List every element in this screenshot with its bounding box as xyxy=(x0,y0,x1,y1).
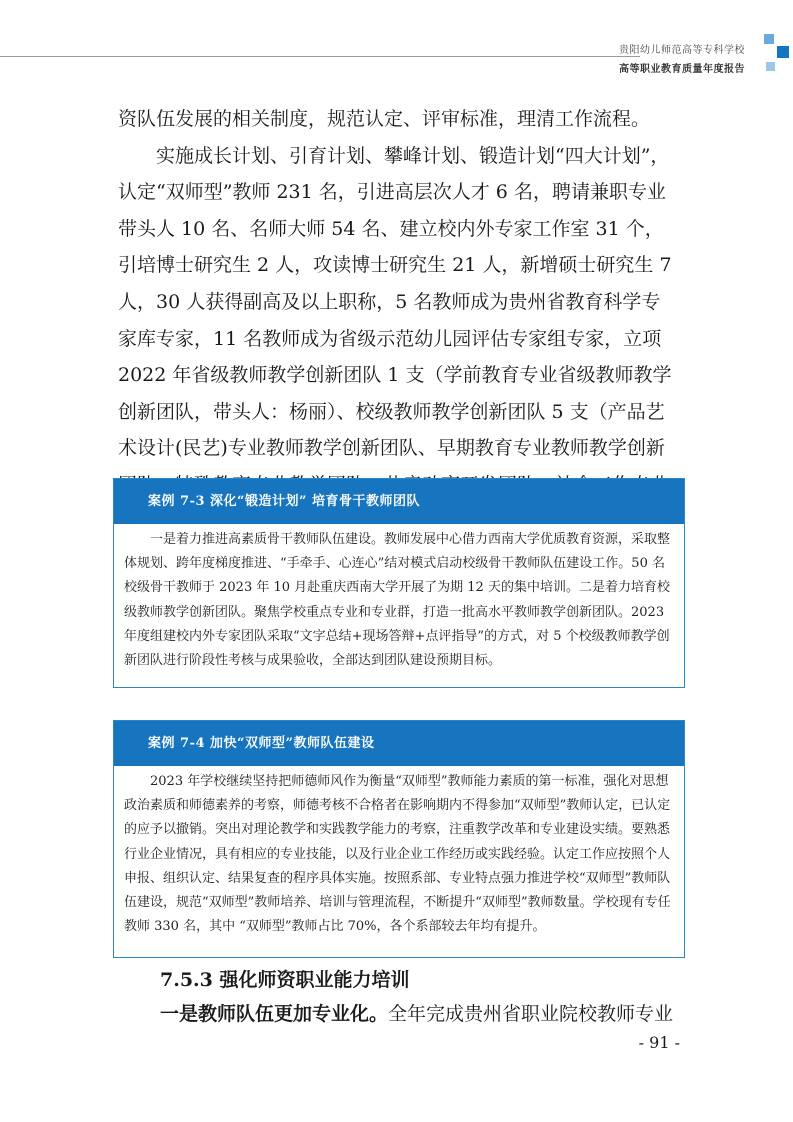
lead-bold: 一是教师队伍更加专业化。 xyxy=(160,1003,389,1025)
header-report-title: 高等职业教育质量年度报告 xyxy=(619,64,745,75)
case-7-3-title: 案例 7-3 深化“锻造计划” 培育骨干教师团队 xyxy=(114,479,684,524)
body-text xyxy=(118,101,678,540)
page-number: - 91 - xyxy=(638,1033,680,1052)
case-7-4-text: 2023 年学校继续坚持把师德师风作为衡量“双师型”教师能力素质的第一标准，强化对思想政治素质和师德素养的考察，师德考核不合格者在影响期内不得参加“双师型”教师认定，已认定的应予以撤销。突出对理论教学和实践教学能力的考察，注重教学改革和专业建设实绩。要熟悉行业企业情况，具有相应的专业技能，以及行业企业工作经历或实践经验。认定工作应按照个人申报、组织认定、结果复查的程序具体实施。按照系部、专业特点强力推进学校“双师型”教师队伍建设，规范“双师型”教师培养、培训与管理流程，不断提升“双师型”教师数量。学校现有专任教师 330 名，其中 “双师型”教师占比 70%，各个系部较去年均有提升。 xyxy=(124,774,671,935)
case-box-7-3 xyxy=(113,478,685,688)
paragraph-2: 实施成长计划、引育计划、攀峰计划、锻造计划“四大计划”，认定“双师型”教师 231 名，引进高层次人才 6 名，聘请兼职专业带头人 10 名、名师大师 54 名、建立校内外专家工作室 31 个，引培博士研究生 2 人，攻读博士研究生 21 人，新增硕士研究生 7 人，30 人获得副高及以上职称，5 名教师成为贵州省教育科学专家库专家，11 名教师成为省级示范幼儿园评估专家组专家，立项 2022 年省级教师教学创新团队 1 支（学前教育专业省级教师教学创新团队，带头人：杨丽）、校级教师教学创新团队 5 支（产品艺术设计(民艺)专业教师教学创新团队、早期教育专业教师教学创新 xyxy=(118,144,672,460)
lead-rest: 全年完成贵州省职业院校教师专业 xyxy=(388,1003,674,1025)
header-rule xyxy=(0,56,640,57)
section-title: 7.5.3 强化师资职业能力培训 xyxy=(160,969,410,991)
section-lead-paragraph xyxy=(160,996,680,1032)
case-7-3-text: 一是着力推进高素质骨干教师队伍建设。教师发展中心借力西南大学优质教育资源，采取整体规划、跨年度梯度推进、“手牵手、心连心”结对模式启动校级骨干教师队伍建设工作。50 名校级骨干教师于 2023 年 10 月赴重庆西南大学开展了为期 12 天的集中培训。二是着力培育校级教师教学创新团队。聚焦学校重点专业和专业群，打造一批高水平教师教学创新团队。2023 年度组建校内外专家团队采取“文字总结+现场答辩+点评指导”的方式，对 5 个校级教师教学创新团队进行阶段性考核与成果验收，全部达到团队建设预期目标。 xyxy=(124,532,671,669)
paragraph-1: 资队伍发展的相关制度，规范认定、评审标准，理清工作流程。 xyxy=(118,108,651,130)
header-school-name: 贵阳幼儿师范高等专科学校 xyxy=(619,45,745,56)
case-box-7-4 xyxy=(113,720,685,958)
case-7-4-title: 案例 7-4 加快“双师型”教师队伍建设 xyxy=(114,721,684,766)
corner-decoration-icon xyxy=(752,0,793,100)
